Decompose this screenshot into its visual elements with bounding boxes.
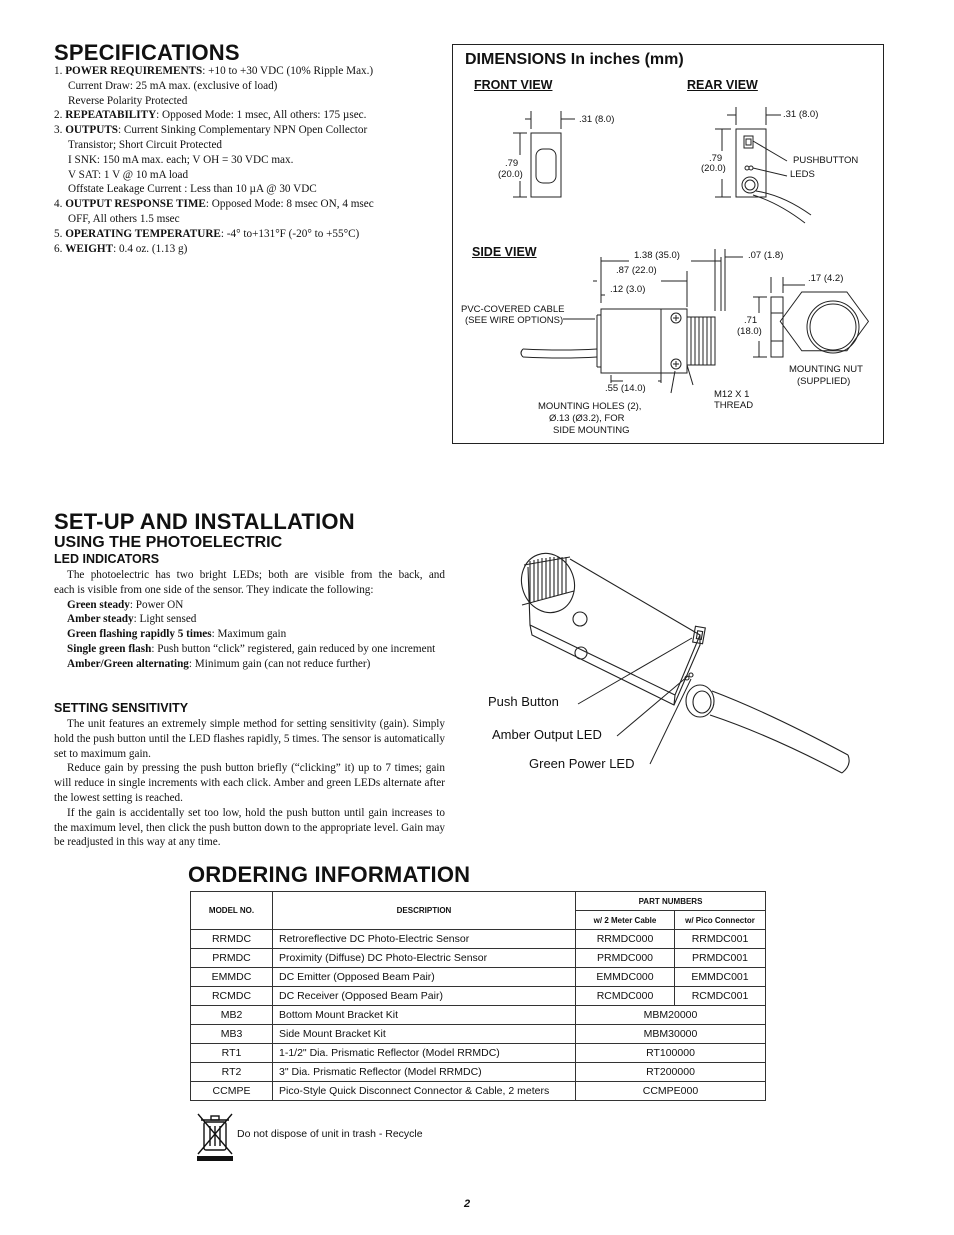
spec-item: OFF, All others 1.5 msec [68, 212, 180, 225]
cell-part: RT200000 [576, 1063, 766, 1082]
cable-label-1: PVC-COVERED CABLE [461, 304, 565, 315]
col-model: MODEL NO. [191, 892, 273, 930]
cell-model: RT1 [191, 1044, 273, 1063]
rear-width-dim: .31 (8.0) [783, 109, 819, 120]
cell-model: RRMDC [191, 930, 273, 949]
led-item: Green steady: Power ON [67, 598, 184, 611]
specs-list [54, 64, 429, 256]
spec-item: 1. POWER REQUIREMENTS: +10 to +30 VDC (10% Ripple Max.) [54, 65, 374, 77]
sensor-illustration [470, 545, 870, 780]
leds-label: LEDS [790, 169, 815, 180]
front-height-dim-1: .79 [505, 158, 519, 169]
cell-cable: RCMDC000 [576, 987, 675, 1006]
sensitivity-section [54, 717, 445, 850]
spec-item: Reverse Polarity Protected [68, 94, 188, 107]
cable-label-2: (SEE WIRE OPTIONS) [465, 315, 564, 326]
nut-label-1: MOUNTING NUT [789, 364, 863, 375]
pushbutton-label: PUSHBUTTON [793, 155, 859, 166]
cell-pico: RCMDC001 [675, 987, 766, 1006]
front-view-label: FRONT VIEW [474, 78, 553, 92]
callout-green-led: Green Power LED [529, 756, 635, 771]
cell-cable: RRMDC000 [576, 930, 675, 949]
cell-part: MBM20000 [576, 1006, 766, 1025]
spec-item: 5. OPERATING TEMPERATURE: -4° to+131°F (-20° to +55°C) [54, 227, 360, 240]
cell-part: MBM30000 [576, 1025, 766, 1044]
led-item: Amber steady: Light sensed [67, 613, 197, 626]
side-07-dim: .07 (1.8) [748, 250, 784, 261]
cell-cable: EMMDC000 [576, 968, 675, 987]
table-row [191, 949, 766, 968]
led-intro-1: The photoelectric has two bright LEDs; both are visible from the back, and [67, 569, 445, 581]
specs-title: SPECIFICATIONS [54, 40, 240, 65]
holes-label-1: MOUNTING HOLES (2), [538, 401, 642, 412]
spec-item: 4. OUTPUT RESPONSE TIME: Opposed Mode: 8 msec ON, 4 msec [54, 198, 374, 211]
thread-label-1: M12 X 1 [714, 389, 750, 400]
table-row [191, 1044, 766, 1063]
recycle-note: Do not dispose of unit in trash - Recycle [237, 1128, 423, 1140]
led-heading: LED INDICATORS [54, 552, 160, 566]
nut-71-dim-1: .71 [744, 315, 758, 326]
spec-item: I SNK: 150 mA max. each; V OH = 30 VDC max. [68, 153, 294, 166]
table-row [191, 987, 766, 1006]
sensitivity-heading: SETTING SENSITIVITY [54, 701, 189, 715]
cell-desc: Pico-Style Quick Disconnect Connector & Cable, 2 meters [273, 1082, 576, 1101]
led-intro-2: each is visible from one side of the sensor. They indicate the following: [54, 583, 374, 596]
col-cable: w/ 2 Meter Cable [576, 911, 675, 930]
spec-item: V SAT: 1 V @ 10 mA load [68, 168, 189, 181]
crossed-bin-icon [195, 1110, 235, 1162]
cell-part: RT100000 [576, 1044, 766, 1063]
dimensions-panel [452, 44, 884, 444]
cell-cable: PRMDC000 [576, 949, 675, 968]
cell-desc: DC Emitter (Opposed Beam Pair) [273, 968, 576, 987]
side-87-dim: .87 (22.0) [616, 265, 657, 276]
front-height-dim-2: (20.0) [498, 169, 523, 180]
callout-amber-led: Amber Output LED [492, 727, 602, 742]
rear-height-dim-1: .79 [709, 153, 723, 164]
holes-label-2: Ø.13 (Ø3.2), FOR [549, 413, 625, 424]
table-row [191, 968, 766, 987]
rear-view-label: REAR VIEW [687, 78, 758, 92]
page-number: 2 [464, 1198, 471, 1210]
cell-desc: Retroreflective DC Photo-Electric Sensor [273, 930, 576, 949]
side-view-label: SIDE VIEW [472, 245, 537, 259]
led-item: Single green flash: Push button “click” registered, gain reduced by one increment [67, 642, 436, 655]
setup-title: SET-UP AND INSTALLATION [54, 509, 355, 534]
cell-model: RT2 [191, 1063, 273, 1082]
side-12-dim: .12 (3.0) [610, 284, 646, 295]
table-row [191, 1006, 766, 1025]
cell-part: CCMPE000 [576, 1082, 766, 1101]
dimensions-title: DIMENSIONS In inches (mm) [465, 51, 684, 68]
cell-desc: Proximity (Diffuse) DC Photo-Electric Sensor [273, 949, 576, 968]
spec-item: Offstate Leakage Current : Less than 10 µA @ 30 VDC [68, 183, 317, 196]
table-row [191, 1025, 766, 1044]
led-section [54, 568, 445, 672]
cell-desc: Side Mount Bracket Kit [273, 1025, 576, 1044]
sensitivity-para: If the gain is accidentally set too low, hold the push button until gain increases to the maximum level, then click the push button down to the appropriate level. Gain may be readjusted in this way at any time. [54, 806, 445, 849]
spec-item: 2. REPEATABILITY: Opposed Mode: 1 msec, All others: 175 µsec. [54, 109, 367, 122]
ordering-table [190, 891, 766, 1101]
col-part-numbers: PART NUMBERS [576, 892, 766, 911]
cell-model: MB3 [191, 1025, 273, 1044]
table-row [191, 930, 766, 949]
spec-item: Transistor; Short Circuit Protected [68, 138, 223, 151]
front-view-drawing [513, 111, 575, 197]
cell-model: PRMDC [191, 949, 273, 968]
table-row [191, 1082, 766, 1101]
cell-pico: RRMDC001 [675, 930, 766, 949]
side-55-dim: .55 (14.0) [605, 383, 646, 394]
nut-label-2: (SUPPLIED) [797, 376, 851, 387]
cell-model: EMMDC [191, 968, 273, 987]
col-description: DESCRIPTION [273, 892, 576, 930]
table-header-row [191, 892, 766, 911]
nut-71-dim-2: (18.0) [737, 326, 762, 337]
cell-pico: EMMDC001 [675, 968, 766, 987]
col-pico: w/ Pico Connector [675, 911, 766, 930]
spec-item: 6. WEIGHT: 0.4 oz. (1.13 g) [54, 242, 188, 255]
ordering-title: ORDERING INFORMATION [188, 862, 471, 887]
cell-desc: 1-1/2" Dia. Prismatic Reflector (Model RRMDC) [273, 1044, 576, 1063]
holes-label-3: SIDE MOUNTING [553, 425, 630, 436]
nut-17-dim: .17 (4.2) [808, 273, 844, 284]
led-item: Amber/Green alternating: Minimum gain (can not reduce further) [67, 657, 371, 670]
side-length-dim: 1.38 (35.0) [634, 250, 680, 261]
rear-height-dim-2: (20.0) [701, 163, 726, 174]
spec-item: Current Draw: 25 mA max. (exclusive of load) [68, 79, 278, 92]
sensitivity-para: The unit features an extremely simple method for setting sensitivity (gain). Simply hold the push button until the LED flashes rapidly, 5 times. The sensor is automatically set to maximum gain. [54, 718, 445, 760]
cell-model: CCMPE [191, 1082, 273, 1101]
table-row [191, 1063, 766, 1082]
callout-push-button: Push Button [488, 694, 559, 709]
sensitivity-para: Reduce gain by pressing the push button briefly (“clicking” it) up to 7 times; gain will reduce in single increments with each click. Amber and green LEDs alternate after the lowest setting is reached. [54, 762, 445, 804]
cell-model: MB2 [191, 1006, 273, 1025]
front-width-dim: .31 (8.0) [579, 114, 615, 125]
cell-desc: Bottom Mount Bracket Kit [273, 1006, 576, 1025]
setup-subtitle: USING THE PHOTOELECTRIC [54, 534, 283, 551]
cell-model: RCMDC [191, 987, 273, 1006]
spec-item: 3. OUTPUTS: Current Sinking Complementary NPN Open Collector [54, 124, 368, 137]
cell-pico: PRMDC001 [675, 949, 766, 968]
led-item: Green flashing rapidly 5 times: Maximum gain [67, 628, 287, 641]
cell-desc: 3" Dia. Prismatic Reflector (Model RRMDC) [273, 1063, 576, 1082]
thread-label-2: THREAD [714, 400, 754, 411]
cell-desc: DC Receiver (Opposed Beam Pair) [273, 987, 576, 1006]
